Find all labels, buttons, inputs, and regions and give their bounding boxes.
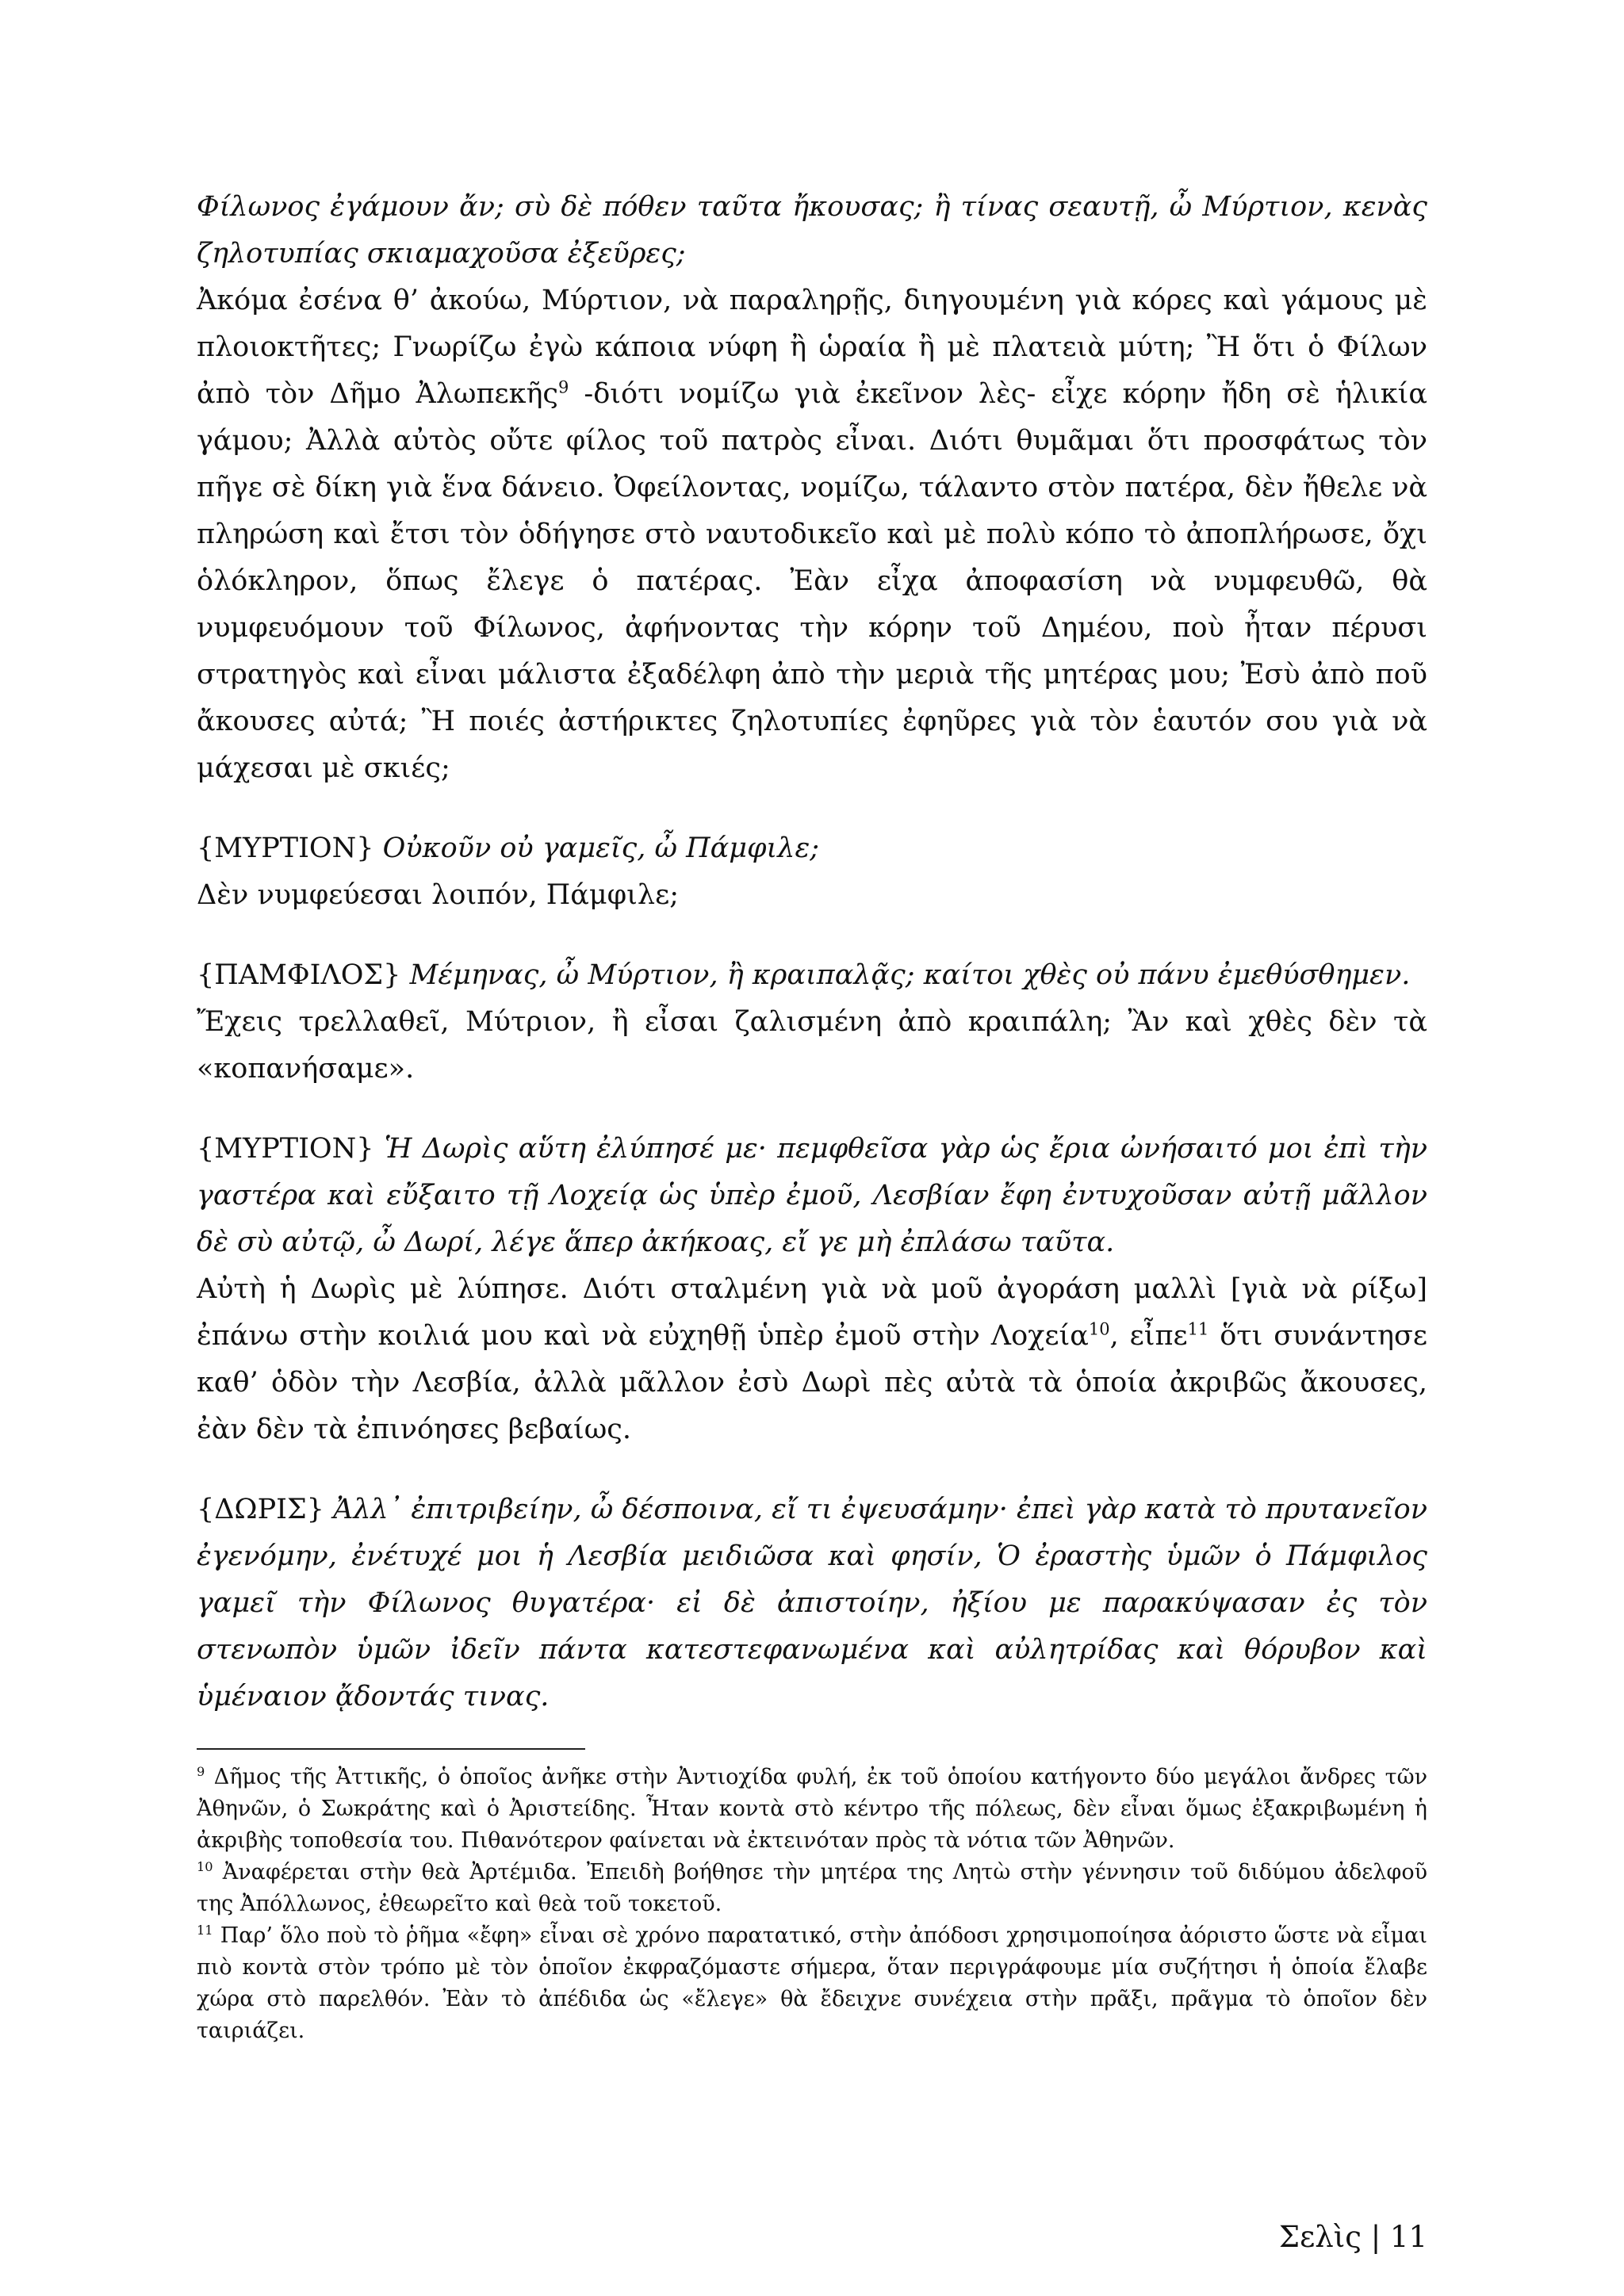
paragraph-3 [197, 952, 1427, 1093]
greek-text: Μέμηνας, ὦ Μύρτιον, ἢ κραιπαλᾷς; καίτοι χθὲς οὐ πάνυ ἐμεθύσθημεν. [409, 959, 1411, 991]
translation-text: Δὲν νυμφεύεσαι λοιπόν, Πάμφιλε; [197, 879, 680, 911]
footnote-ref-10[interactable]: 10 [1088, 1319, 1110, 1339]
footnotes [197, 1762, 1427, 2047]
speaker-label: {ΜΥΡΤΙΟΝ} [197, 1133, 374, 1165]
speaker-label: {ΠΑΜΦΙΛΟΣ} [197, 959, 401, 991]
main-text [197, 184, 1427, 1720]
paragraph-4 [197, 1126, 1427, 1453]
greek-text: Οὐκοῦν οὐ γαμεῖς, ὦ Πάμφιλε; [382, 832, 820, 864]
footnote-text: Δῆμος τῆς Ἀττικῆς, ὁ ὁποῖος ἀνῆκε στὴν Ἀντιοχίδα φυλή, ἐκ τοῦ ὁποίου κατήγοντο δύο μεγάλοι ἄνδρες τῶν Ἀθηνῶν, ὁ Σωκράτης καὶ ὁ Ἀριστείδης. Ἦταν κοντὰ στὸ κέντρο τῆς πόλεως, δὲν εἶναι ὅμως ἐξακριβωμένη ἡ ἀκριβὴς τοποθεσία του. Πιθανότερον φαίνεται νὰ ἐκτεινόταν πρὸς τὰ νότια τῶν Ἀθηνῶν. [197, 1765, 1427, 1853]
translation-text: -διότι νομίζω γιὰ ἐκεῖνον λὲς- εἶχε κόρην ἤδη σὲ ἡλικία γάμου; Ἀλλὰ αὐτὸς οὔτε φίλος τοῦ πατρὸς εἶναι. Διότι θυμᾶμαι ὅτι προσφάτως τὸν πῆγε σὲ δίκη γιὰ ἕνα δάνειο. Ὀφείλοντας, νομίζω, τάλαντο στὸν πατέρα, δὲν ἤθελε νὰ πληρώση καὶ ἔτσι τὸν ὁδήγησε στὸ ναυτοδικεῖο καὶ μὲ πολὺ κόπο τὸ ἀποπλήρωσε, ὄχι ὁλόκληρον, ὅπως ἔλεγε ὁ πατέρας. Ἐὰν εἶχα ἀποφασίση νὰ νυμφευθῶ, θὰ νυμφευόμουν τοῦ Φίλωνος, ἀφήνοντας τὴν κόρην τοῦ Δημέου, ποὺ ἦταν πέρυσι στρατηγὸς καὶ εἶναι μάλιστα ἐξαδέλφη ἀπὸ τὴν μεριὰ τῆς μητέρας μου; Ἐσὺ ἀπὸ ποῦ ἄκουσες αὐτά; Ἢ ποιές ἀστήρικτες ζηλοτυπίες ἐφηῦρες γιὰ τὸν ἑαυτόν σου γιὰ νὰ μάχεσαι μὲ σκιές; [197, 378, 1427, 784]
greek-text: Φίλωνος ἐγάμουν ἄν; σὺ δὲ πόθεν ταῦτα ἤκουσας; ἢ τίνας σεαυτῇ, ὦ Μύρτιον, κενὰς ζηλοτυπίας σκιαμαχοῦσα ἐξεῦρες; [197, 191, 1427, 270]
footnote-number: 10 [197, 1859, 213, 1874]
footnote-number: 11 [197, 1923, 213, 1938]
footnote-number: 9 [197, 1764, 205, 1779]
footnote-10 [197, 1857, 1427, 1920]
footnote-11 [197, 1920, 1427, 2047]
footnote-ref-11[interactable]: 11 [1187, 1319, 1209, 1339]
footnote-9 [197, 1762, 1427, 1857]
greek-text: Ἀλλ᾽ ἐπιτριβείην, ὦ δέσποινα, εἴ τι ἐψευσάμην· ἐπεὶ γὰρ κατὰ τὸ πρυτανεῖον ἐγενόμην, ἐνέτυχέ μοι ἡ Λεσβία μειδιῶσα καὶ φησίν, Ὁ ἐραστὴς ὑμῶν ὁ Πάμφιλος γαμεῖ τὴν Φίλωνος θυγατέρα· εἰ δὲ ἀπιστοίην, ἠξίου με παρακύψασαν ἐς τὸν στενωπὸν ὑμῶν ἰδεῖν πάντα κατεστεφανωμένα καὶ αὐλητρίδας καὶ θόρυβον καὶ ὑμέναιον ᾄδοντάς τινας. [197, 1494, 1427, 1712]
speaker-label: {ΜΥΡΤΙΟΝ} [197, 832, 374, 864]
footnote-text: Παρ’ ὅλο ποὺ τὸ ῥῆμα «ἔφη» εἶναι σὲ χρόνο παρατατικό, στὴν ἀπόδοσι χρησιμοποίησα ἀόριστο ὥστε νὰ εἶμαι πιὸ κοντὰ στὸν τρόπο μὲ τὸν ὁποῖον ἐκφραζόμαστε σήμερα, ὅταν περιγράφουμε μία συζήτησι ἡ ὁποία ἔλαβε χώρα στὸ παρελθόν. Ἐὰν τὸ ἀπέδιδα ὡς «ἔλεγε» θὰ ἔδειχνε συνέχεια στὴν πρᾶξι, πρᾶγμα τὸ ὁποῖον δὲν ταιριάζει. [197, 1923, 1427, 2043]
paragraph-2 [197, 825, 1427, 919]
footnote-ref-9[interactable]: 9 [558, 377, 569, 397]
paragraph-1 [197, 184, 1427, 792]
footnote-separator [197, 1748, 585, 1750]
greek-text: Ἡ Δωρὶς αὕτη ἐλύπησέ με· πεμφθεῖσα γὰρ ὡς ἔρια ὠνήσαιτό μοι ἐπὶ τὴν γαστέρα καὶ εὔξαιτο τῇ Λοχείᾳ ὡς ὑπὲρ ἐμοῦ, Λεσβίαν ἔφη ἐντυχοῦσαν αὐτῇ μᾶλλον δὲ σὺ αὐτῷ, ὦ Δωρί, λέγε ἅπερ ἀκήκοας, εἴ γε μὴ ἐπλάσω ταῦτα. [197, 1133, 1427, 1258]
page-number: Σελὶς | 11 [1278, 2220, 1427, 2254]
translation-text: Ἀκόμα ἐσένα θ’ ἀκούω, Μύρτιον, νὰ παραληρῇς, διηγουμένη γιὰ κόρες καὶ γάμους μὲ πλοιοκτῆτες; Γνωρίζω ἐγὼ κάποια νύφη ἢ ὡραία ἢ μὲ πλατειὰ μύτη; Ἢ ὅτι ὁ Φίλων ἀπὸ τὸν Δῆμο Ἀλωπεκῆς [197, 285, 1427, 410]
translation-text: ὅτι συνάντησε καθ’ ὁδὸν τὴν Λεσβία, ἀλλὰ μᾶλλον ἐσὺ Δωρὶ πὲς αὐτὰ τὰ ὁποία ἀκριβῶς ἄκουσες, ἐὰν δὲν τὰ ἐπινόησες βεβαίως. [197, 1320, 1427, 1445]
footnote-text: Ἀναφέρεται στὴν θεὰ Ἀρτέμιδα. Ἐπειδὴ βοήθησε τὴν μητέρα της Λητὼ στὴν γέννησιν τοῦ διδύμου ἀδελφοῦ της Ἀπόλλωνος, ἐθεωρεῖτο καὶ θεὰ τοῦ τοκετοῦ. [197, 1860, 1427, 1916]
speaker-label: {ΔΩΡΙΣ} [197, 1494, 324, 1525]
paragraph-5 [197, 1487, 1427, 1720]
translation-text: Αὐτὴ ἡ Δωρὶς μὲ λύπησε. Διότι σταλμένη γιὰ νὰ μοῦ ἀγοράση μαλλὶ [γιὰ νὰ ρίξω] ἐπάνω στὴν κοιλιά μου καὶ νὰ εὐχηθῇ ὑπὲρ ἐμοῦ στὴν Λοχεία [197, 1273, 1427, 1352]
translation-text: Ἔχεις τρελλαθεῖ, Μύτριον, ἢ εἶσαι ζαλισμένη ἀπὸ κραιπάλη; Ἂν καὶ χθὲς δὲν τὰ «κοπανήσαμε». [197, 1006, 1427, 1085]
translation-text: , εἶπε [1109, 1320, 1188, 1352]
